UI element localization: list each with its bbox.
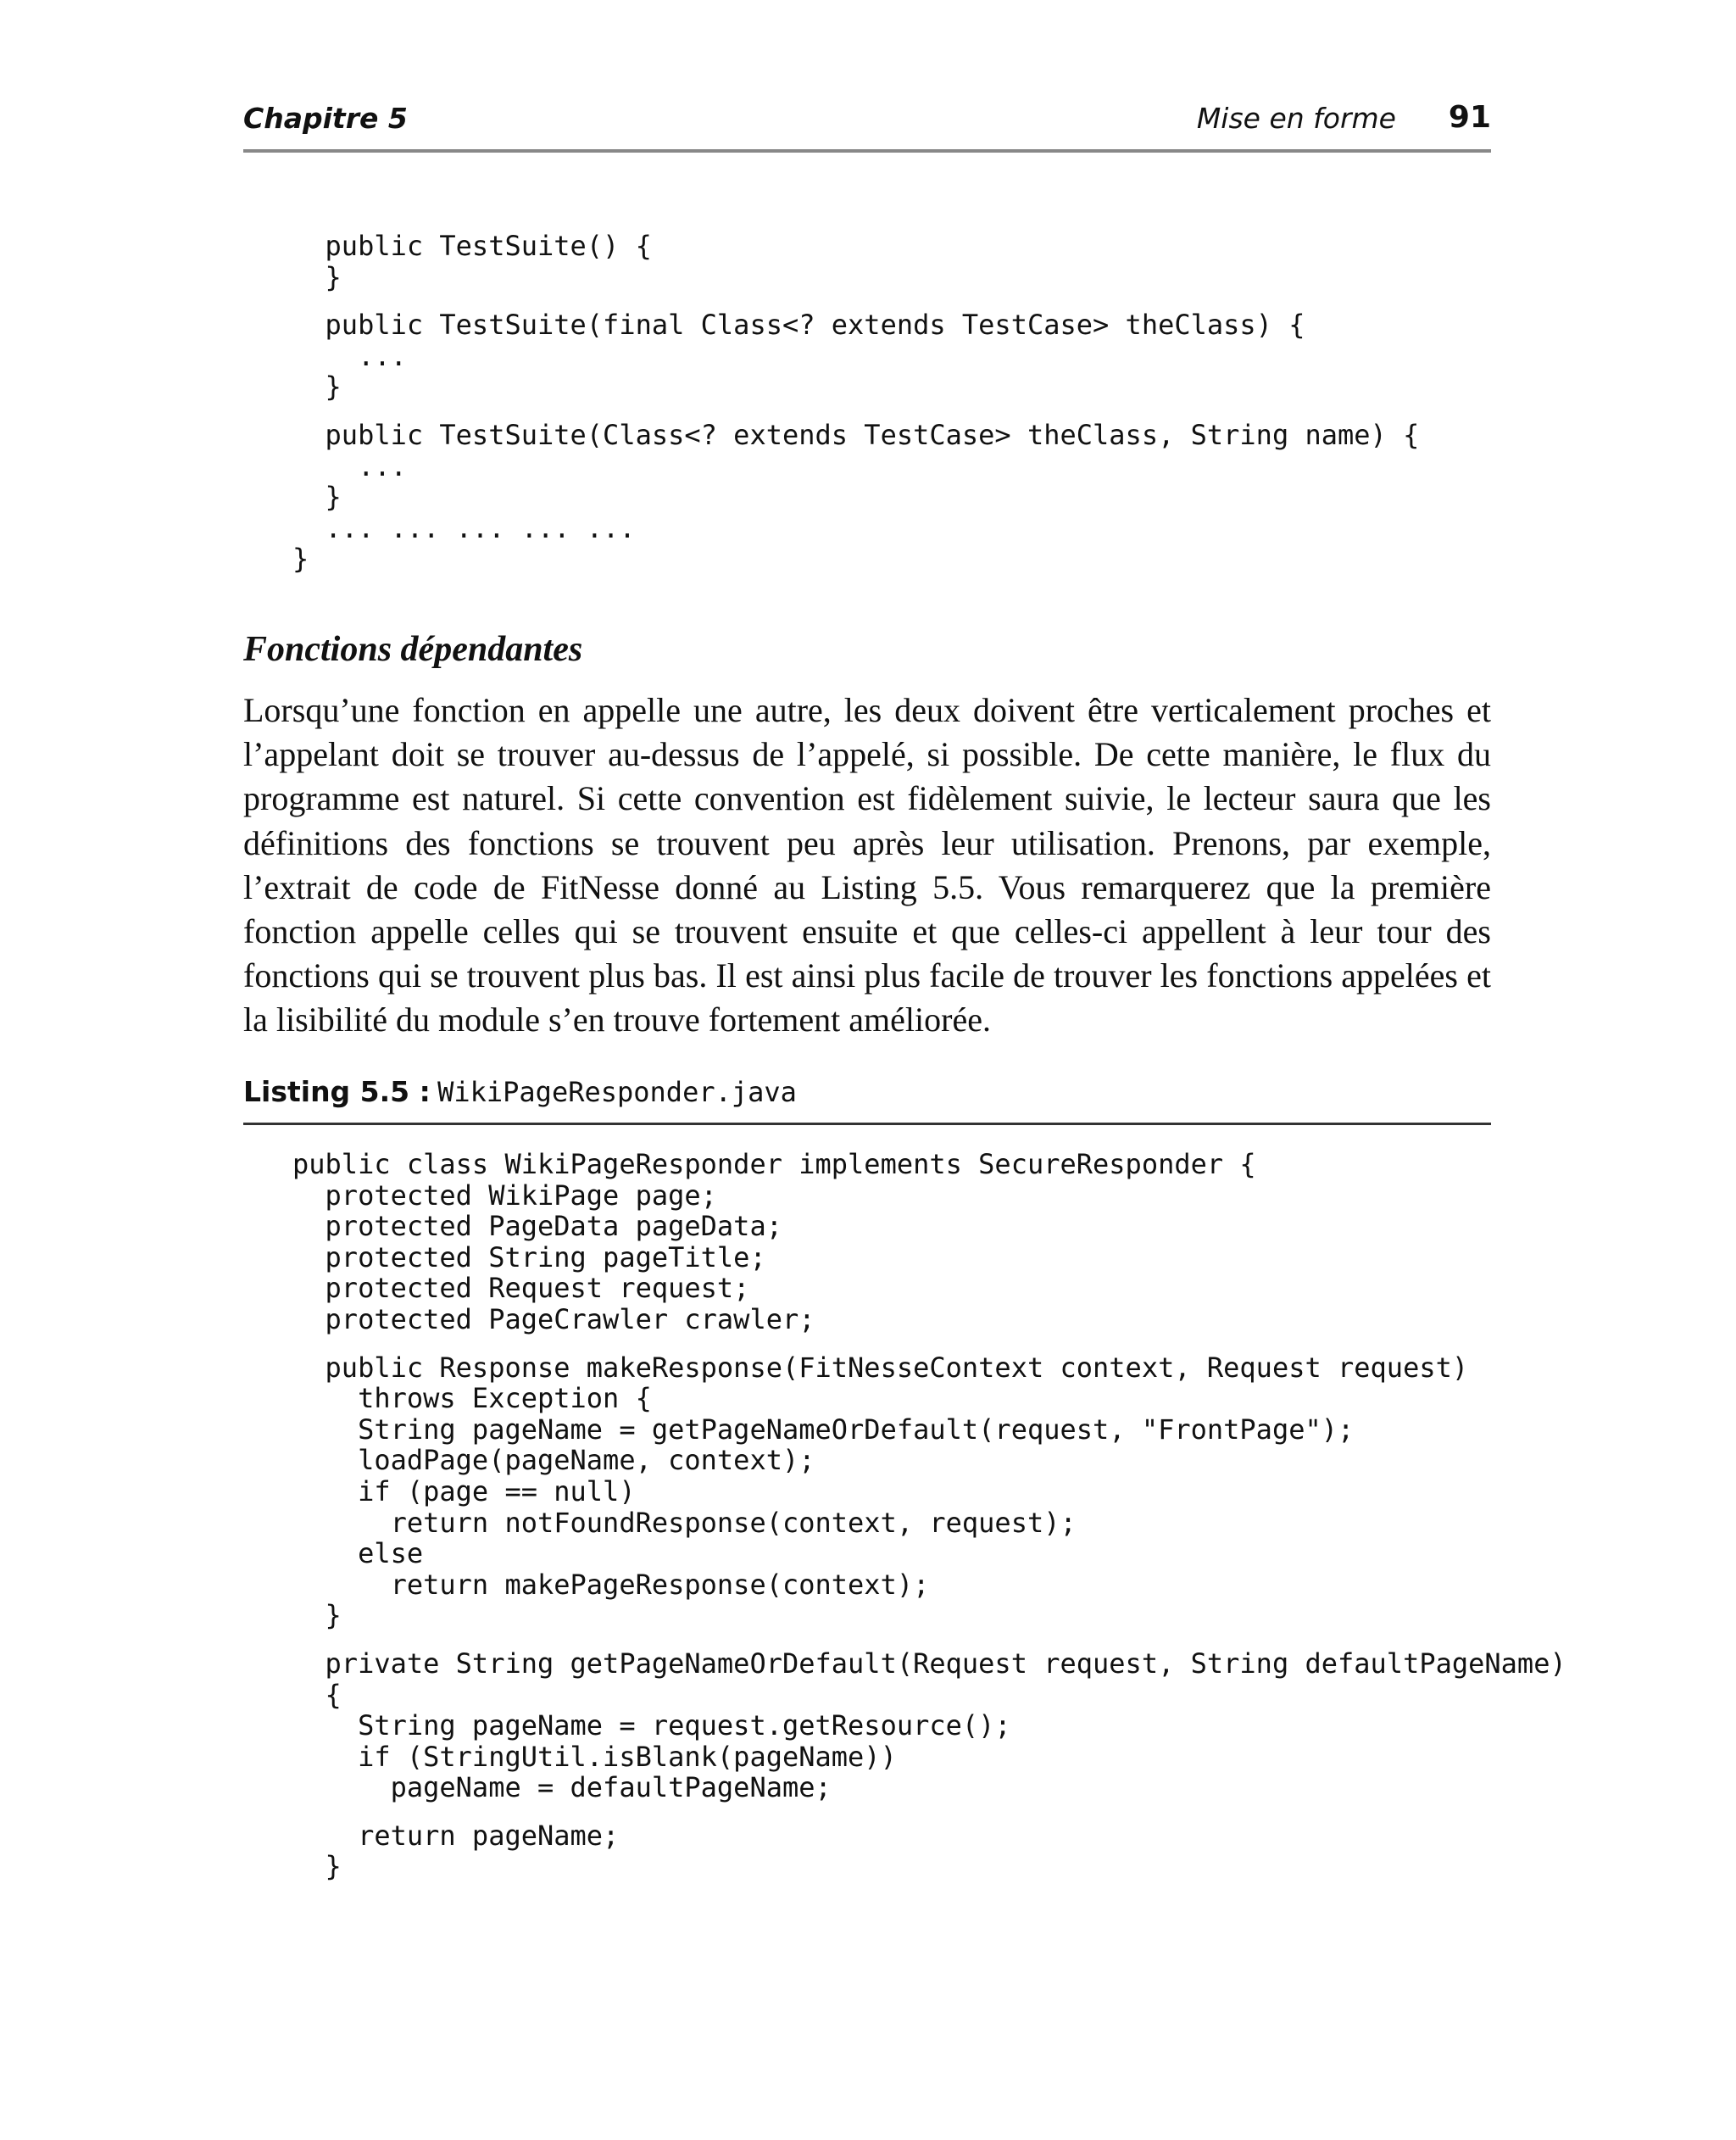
page-number: 91 [1448,100,1491,135]
code-line: public TestSuite(final Class<? extends TestCase> theClass) { [292,309,1305,342]
code-line: protected PageCrawler crawler; [292,1302,815,1335]
section-label: Mise en forme [1196,102,1396,135]
code-line: public Response makeResponse(FitNesseContext context, Request request) [292,1351,1469,1384]
body-paragraph: Lorsqu’une fonction en appelle une autre, les deux doivent être verticalement proches et l’appelant doit se trouver au-dessus de l’appelé, si possible. De cette manière, le flux du programme est naturel. Si cette convention est fidèlement suivie, le lecteur saura que les définitions des fonctions se trouvent peu après leur utilisation. Prenons, par exemple, l’extrait de code de FitNesse donné au Listing 5.5. Vous remarquerez que la première fonction appelle celles qui se trouvent ensuite et que celles-ci appellent à leur tour des fonctions qui se trouvent plus bas. Il est ainsi plus facile de trouver les fonctions appelées et la lisibilité du module s’en trouve fortement améliorée. [243,691,1491,1039]
listing-filename: WikiPageResponder.java [437,1076,797,1108]
code-line: String pageName = getPageNameOrDefault(request, "FrontPage"); [292,1413,1355,1446]
code-line: protected WikiPage page; [292,1179,717,1212]
listing-caption [243,1075,797,1109]
code-line: else [292,1537,424,1570]
code-line: public TestSuite() { [292,230,652,262]
code-line: } [292,1599,342,1632]
code-line: loadPage(pageName, context); [292,1444,815,1477]
code-line: protected String pageTitle; [292,1240,766,1273]
code-line: protected Request request; [292,1272,750,1305]
subsection-title: Fonctions dépendantes [243,630,583,669]
code-line: } [292,260,342,293]
code-line: private String getPageNameOrDefault(Request request, String defaultPageName) [292,1647,1566,1680]
code-line [292,1803,1566,1820]
code-line: pageName = defaultPageName; [292,1771,832,1804]
code-line: public class WikiPageResponder implements SecureResponder { [292,1148,1256,1180]
code-line [292,1631,1566,1648]
code-line: return notFoundResponse(context, request); [292,1506,1077,1539]
chapter-label: Chapitre 5 [243,102,408,135]
code-line: ... ... ... ... ... [292,511,636,544]
code-block-testsuite [292,231,1419,575]
code-block-wikipageresponder [292,1149,1566,1882]
code-line: return makePageResponse(context); [292,1568,930,1601]
code-line: } [292,481,342,514]
code-line [292,293,1419,309]
code-line: } [292,371,342,404]
code-line: throws Exception { [292,1382,652,1415]
listing-label: Listing 5.5 : [243,1075,431,1108]
code-line: protected PageData pageData; [292,1210,782,1243]
running-header [243,100,1491,141]
code-line: { [292,1678,342,1711]
code-line: String pageName = request.getResource(); [292,1709,1011,1742]
code-line: ... [292,449,407,482]
code-line: } [292,1850,342,1883]
header-rule [243,149,1491,153]
code-line: } [292,543,309,576]
code-line: if (page == null) [292,1474,636,1507]
code-line: public TestSuite(Class<? extends TestCase> theClass, String name) { [292,418,1420,451]
code-line: return pageName; [292,1819,620,1852]
code-line [292,1335,1566,1352]
code-line: ... [292,339,407,372]
code-line [292,403,1419,420]
code-line: if (StringUtil.isBlank(pageName)) [292,1740,897,1773]
listing-rule [243,1123,1491,1125]
